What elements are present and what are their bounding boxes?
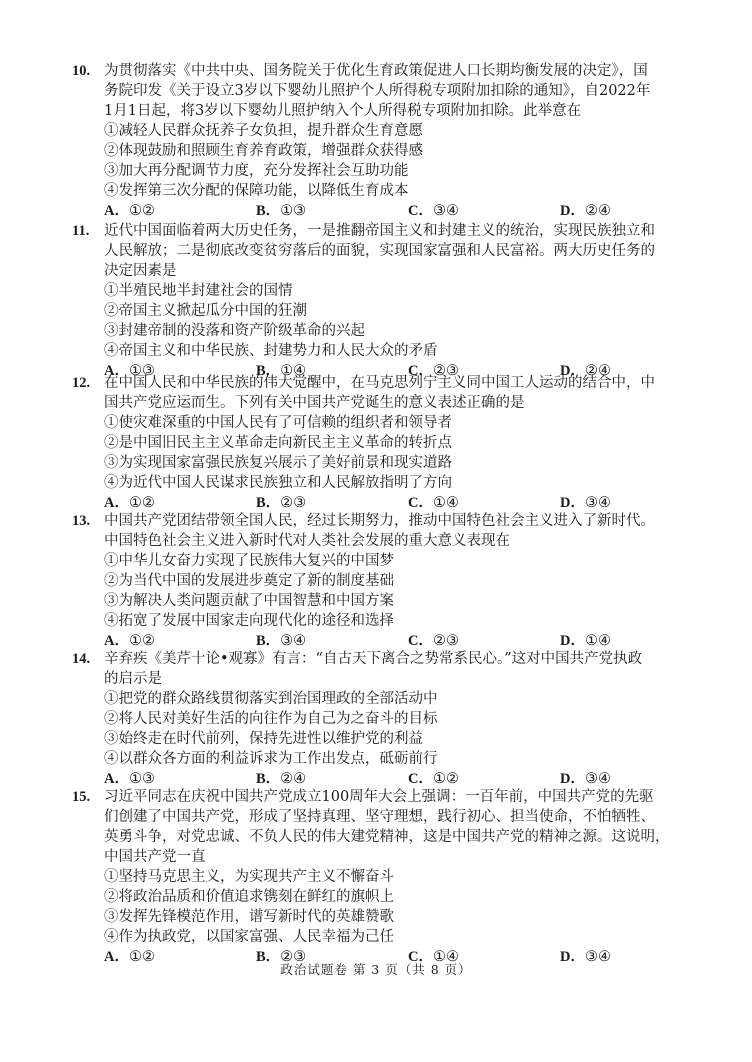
statement-option: ②为当代中国的发展进步奠定了新的制度基础 [104,573,394,589]
question-number: 13. [72,513,91,529]
answer-choices [104,494,664,514]
answer-choice-b: B．②③ [256,495,307,511]
answer-choice-c: C．③④ [408,203,459,219]
answer-choice-d: D．③④ [560,949,611,965]
answer-choice-c: C．①② [408,771,459,787]
question-stem-line: 1月1日起，将3岁以下婴幼儿照护纳入个人所得税专项附加扣除。此举意在 [104,103,582,119]
statement-option: ③加大再分配调节力度，充分发挥社会互助功能 [104,163,409,179]
question-stem-line: 人民解放；二是彻底改变贫穷落后的面貌，实现国家富强和人民富裕。两大历史任务的 [104,243,655,259]
statement-option: ④拓宽了发展中国家走向现代化的途径和选择 [104,613,394,629]
question-number: 12. [72,375,91,391]
answer-choice-b: B．③④ [256,633,307,649]
statement-option: ②体现鼓励和照顾生育养育政策，增强群众获得感 [104,143,423,159]
statement-option: ①减轻人民群众抚养子女负担，提升群众生育意愿 [104,123,423,139]
question-stem-line: 英勇斗争，对党忠诚、不负人民的伟大建党精神，这是中国共产党的精神之源。这说明， [104,829,670,845]
answer-choice-c: C．②③ [408,633,459,649]
answer-choice-a: A．①③ [104,363,155,379]
question-stem-line: 习近平同志在庆祝中国共产党成立100周年大会上强调：一百年前，中国共产党的先驱 [104,789,654,805]
answer-choice-d: D．②④ [560,203,611,219]
statement-option: ①中华儿女奋力实现了民族伟大复兴的中国梦 [104,553,394,569]
answer-choice-a: A．①② [104,633,155,649]
statement-option: ④作为执政党，以国家富强、人民幸福为己任 [104,929,394,945]
question-number: 11. [72,223,90,239]
question-number: 15. [72,789,91,805]
statement-option: ③为解决人类问题贡献了中国智慧和中国方案 [104,593,394,609]
question-stem-line: 务院印发《关于设立3岁以下婴幼儿照护个人所得税专项附加扣除的通知》，自2022年 [104,83,651,99]
answer-choice-d: D．③④ [560,495,611,511]
answer-choice-d: D．②④ [560,363,611,379]
statement-option: ④以群众各方面的利益诉求为工作出发点，砥砺前行 [104,751,438,767]
answer-choice-b: B．①③ [256,203,307,219]
statement-option: ①半殖民地半封建社会的国情 [104,283,293,299]
answer-choices [104,202,664,222]
question-number: 14. [72,651,91,667]
statement-option: ③始终走在时代前列，保持先进性以维护党的利益 [104,731,423,747]
answer-choice-b: B．②③ [256,949,307,965]
answer-choice-d: D．①④ [560,633,611,649]
statement-option: ③为实现国家富强民族复兴展示了美好前景和现实道路 [104,455,452,471]
statement-option: ①把党的群众路线贯彻落实到治国理政的全部活动中 [104,691,438,707]
statement-option: ③发挥先锋模范作用，谱写新时代的英雄赞歌 [104,909,394,925]
answer-choices [104,632,664,652]
page-footer: 政治试题卷 第 3 页（共 8 页） [280,962,472,977]
question-number: 10. [72,63,91,79]
answer-choice-c: C．①④ [408,495,459,511]
question-stem-line: 决定因素是 [104,263,177,279]
question-stem-line: 为贯彻落实《中共中央、国务院关于优化生育政策促进人口长期均衡发展的决定》，国 [104,63,648,79]
answer-choice-a: A．①② [104,949,155,965]
statement-option: ③封建帝制的没落和资产阶级革命的兴起 [104,323,365,339]
question-stem-line: 在中国人民和中华民族的伟大觉醒中，在马克思列宁主义同中国工人运动的结合中，中 [104,375,655,391]
answer-choices [104,770,664,790]
statement-option: ②是中国旧民主主义革命走向新民主主义革命的转折点 [104,435,452,451]
question-stem-line: 中国特色社会主义进入新时代对人类社会发展的重大意义表现在 [104,533,510,549]
answer-choice-b: B．②④ [256,771,307,787]
question-stem-line: 中国共产党一直 [104,849,206,865]
statement-option: ①使灾难深重的中国人民有了可信赖的组织者和领导者 [104,415,452,431]
answer-choice-b: B．①④ [256,363,307,379]
question-stem-line: 中国共产党团结带领全国人民，经过长期努力，推动中国特色社会主义进入了新时代。 [104,513,655,529]
answer-choice-a: A．①② [104,495,155,511]
question-stem-line: 们创建了中国共产党，形成了坚持真理、坚守理想，践行初心、担当使命，不怕牺牲、 [104,809,655,825]
question-stem-line: 辛弃疾《美芹十论•观寡》有言：“自古天下离合之势常系民心。”这对中国共产党执政 [104,651,643,667]
statement-option: ①坚持马克思主义，为实现共产主义不懈奋斗 [104,869,394,885]
question-stem-line: 国共产党应运而生。下列有关中国共产党诞生的意义表述正确的是 [104,395,525,411]
answer-choice-c: C．①④ [408,949,459,965]
statement-option: ②将人民对美好生活的向往作为自己为之奋斗的目标 [104,711,438,727]
question-stem-line: 的启示是 [104,671,162,687]
answer-choice-a: A．①③ [104,771,155,787]
statement-option: ②帝国主义掀起瓜分中国的狂潮 [104,303,307,319]
answer-choice-c: C．②③ [408,363,459,379]
statement-option: ④发挥第三次分配的保障功能，以降低生育成本 [104,183,409,199]
answer-choice-d: D．③④ [560,771,611,787]
statement-option: ④为近代中国人民谋求民族独立和人民解放指明了方向 [104,475,452,491]
statement-option: ④帝国主义和中华民族、封建势力和人民大众的矛盾 [104,343,438,359]
statement-option: ②将政治品质和价值追求镌刻在鲜红的旗帜上 [104,889,394,905]
answer-choice-a: A．①② [104,203,155,219]
question-stem-line: 近代中国面临着两大历史任务，一是推翻帝国主义和封建主义的统治，实现民族独立和 [104,223,655,239]
